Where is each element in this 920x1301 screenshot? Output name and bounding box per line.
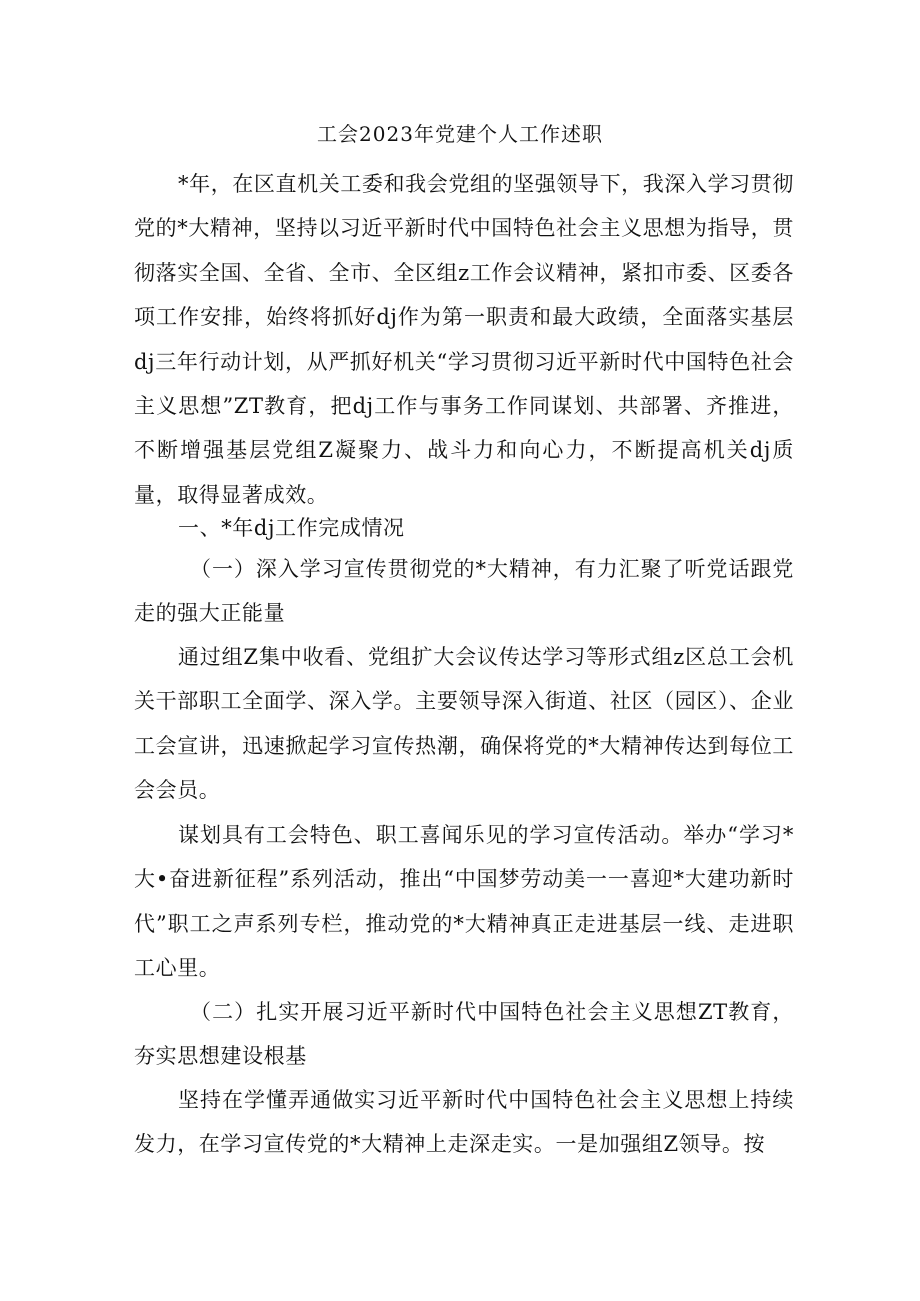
subsection-2-paragraph-1: 坚持在学懂弄通做实习近平新时代中国特色社会主义思想上持续发力，在学习宣传党的*大精神上走深走实。一是加强组Z领导。按: [134, 1088, 794, 1157]
intro-paragraph: *年，在区直机关工委和我会党组的坚强领导下，我深入学习贯彻党的*大精神，坚持以习近平新时代中国特色社会主义思想为指导，贯彻落实全国、全省、全市、全区组z工作会议精神，紧扣市委、区委各项工作安排，始终将抓好dj作为第一职责和最大政绩，全面落实基层dj三年行动计划，从严抓好机关“学习贯彻习近平新时代中国特色社会主义思想”ZT教育，把dj工作与事务工作同谋划、共部署、齐推进，不断增强基层党组Z凝聚力、战斗力和向心力，不断提高机关dj质量，取得显著成效。: [134, 172, 794, 507]
subsection-1-paragraph-2: 谋划具有工会特色、职工喜闻乐见的学习宣传活动。举办“学习*大•奋进新征程”系列活动，推出“中国梦劳动美一一喜迎*大建功新时代”职工之声系列专栏，推动党的*大精神真正走进基层一线、走进职工心里。: [134, 823, 794, 981]
subsection-heading-2: （二）扎实开展习近平新时代中国特色社会主义思想ZT教育，夯实思想建设根基: [134, 1000, 794, 1069]
document-title: 工会2023年党建个人工作述职: [317, 122, 603, 146]
subsection-1-paragraph-1: 通过组Z集中收看、党组扩大会议传达学习等形式组z区总工会机关干部职工全面学、深入学。主要领导深入街道、社区（园区）、企业工会宣讲，迅速掀起学习宣传热潮，确保将党的*大精神传达到每位工会会员。: [134, 645, 794, 803]
subsection-heading-1: （一）深入学习宣传贯彻党的*大精神，有力汇聚了听党话跟党走的强大正能量: [134, 557, 794, 626]
section-heading-1: 一、*年dj工作完成情况: [178, 516, 405, 540]
